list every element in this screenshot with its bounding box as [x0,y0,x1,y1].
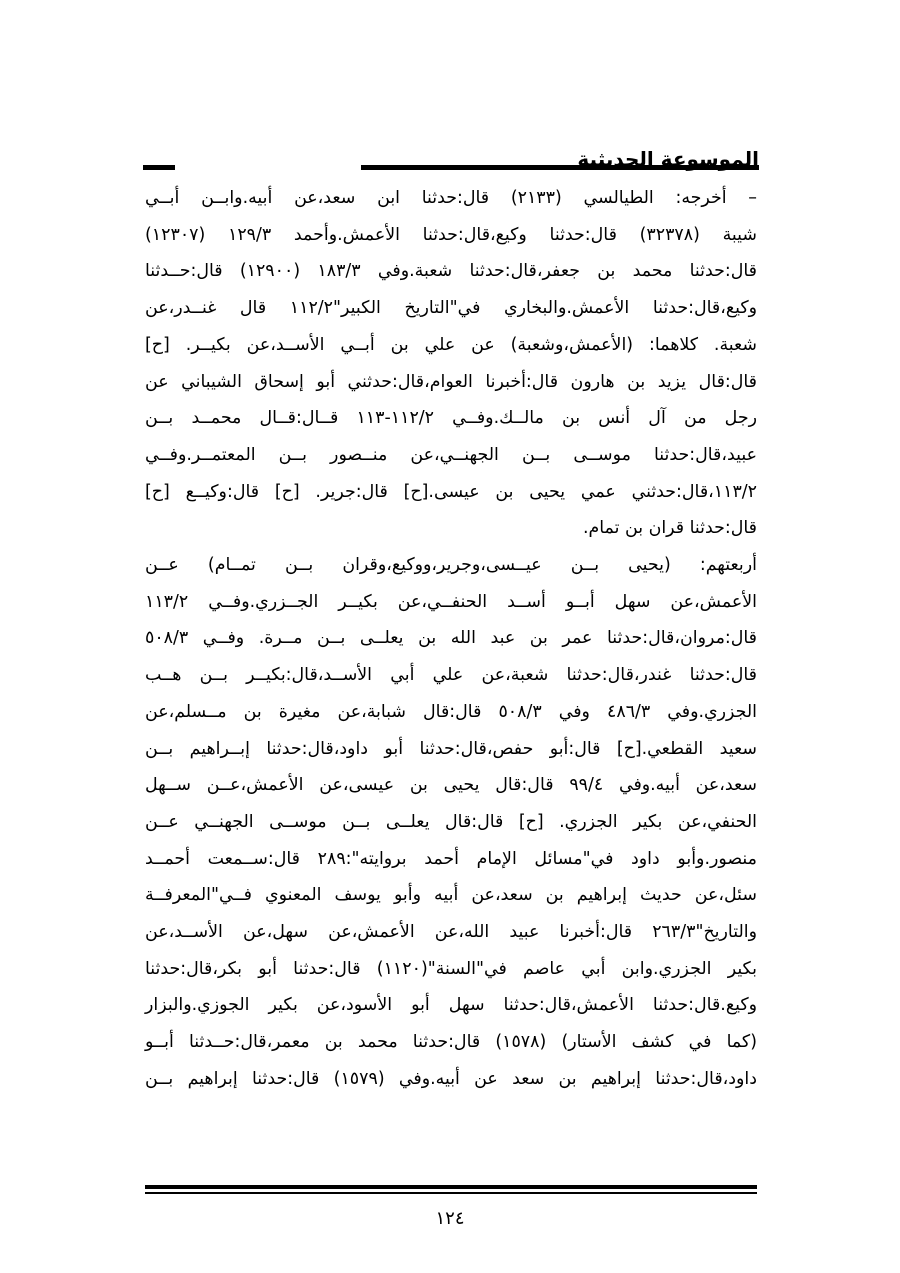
text-line: قال:قال يزيد بن هارون قال:أخبرنا العوام،قال:حدثني أبو إسحاق الشيباني عن [145,371,757,392]
text-line: منصور.وأبو داود في"مسائل الإمام أحمد بروايته":٢٨٩ قال:ســمعت أحمــد [145,848,757,869]
text-line: قال:حدثنا محمد بن جعفر،قال:حدثنا شعبة.وفي ١٨٣/٣ (١٢٩٠٠) قال:حــدثنا [145,261,757,282]
header-title: الموسوعة الحديثية [577,147,759,171]
text-line: سعد،عن أبيه.وفي ٩٩/٤ قال:قال يحيى بن عيسى،عن الأعمش،عــن ســهل [145,775,757,796]
paragraph-1 [145,180,757,547]
footer-rule-thick [145,1185,757,1189]
text-line: قال:حدثنا غندر،قال:حدثنا شعبة،عن علي أبي الأســد،قال:بكيــر بــن هــب [145,665,757,686]
text-line: وكيع،قال:حدثنا الأعمش.والبخاري في"التاريخ الكبير"١١٢/٢ قال غنــدر،عن [145,298,757,319]
text-line: ١١٣/٢،قال:حدثني عمي يحيى بن عيسى.[ح] قال:جرير. [ح] قال:وكيــع [ح] [145,481,757,502]
text-line: قال:حدثنا قران بن تمام. [582,518,757,539]
body-text [145,180,757,1098]
text-line: بكير الجزري.وابن أبي عاصم في"السنة"(١١٢٠) قال:حدثنا أبو بكر،قال:حدثنا [145,958,758,979]
paragraph-2 [145,547,757,1098]
text-line: عبيد،قال:حدثنا موســى بــن الجهنــي،عن منــصور بــن المعتمــر.وفــي [145,444,757,465]
text-line: شيبة (٣٢٣٧٨) قال:حدثنا وكيع،قال:حدثنا الأعمش.وأحمد ١٢٩/٣ (١٢٣٠٧) [145,224,757,245]
text-line: شعبة. كلاهما: (الأعمش،وشعبة) عن علي بن أبــي الأســد،عن بكيــر. [ح] [145,334,757,355]
text-line: سئل،عن حديث إبراهيم بن سعد،عن أبيه وأبو يوسف المعنوي فــي"المعرفــة [145,885,757,906]
text-line: (كما في كشف الأستار) (١٥٧٨) قال:حدثنا محمد بن معمر،قال:حــدثنا أبــو [145,1032,757,1053]
text-line: أربعتهم: (يحيى بــن عيــسى،وجرير،ووكيع،وقران بــن تمــام) عــن [145,555,757,576]
text-line: الجزري.وفي ٤٨٦/٣ وفي ٥٠٨/٣ قال:قال شبابة،عن مغيرة بن مــسلم،عن [145,701,757,722]
text-line: سعيد القطعي.[ح] قال:أبو حفص،قال:حدثنا أبو داود،قال:حدثنا إبــراهيم بــن [145,738,757,759]
text-line: داود،قال:حدثنا إبراهيم بن سعد عن أبيه.وفي (١٥٧٩) قال:حدثنا إبراهيم بــن [145,1068,757,1089]
text-line: والتاريخ"٢٦٣/٣ قال:أخبرنا عبيد الله،عن الأعمش،عن سهل،عن الأســد،عن [145,922,757,943]
footer-rule-thin [145,1192,757,1194]
text-line: قال:مروان،قال:حدثنا عمر بن عبد الله بن يعلــى بــن مــرة. وفــي ٥٠٨/٣ [145,628,757,649]
running-header [143,145,759,173]
page-number: ١٢٤ [435,1208,465,1229]
text-line: الأعمش،عن سهل أبــو أســد الحنفــي،عن بكيــر الجــزري.وفــي ١١٣/٢ [145,591,757,612]
text-line: رجل من آل أنس بن مالــك.وفــي ١١٢/٢-١١٣ قــال:قــال محمــد بــن [145,408,757,429]
text-line: الحنفي،عن بكير الجزري. [ح] قال:قال يعلــى بــن موســى الجهنــي عــن [145,811,757,832]
text-line: – أخرجه: الطيالسي (٢١٣٣) قال:حدثنا ابن سعد،عن أبيه.وابــن أبــي [145,188,757,208]
header-rule-tail [143,165,175,170]
text-line: وكيع.قال:حدثنا الأعمش،قال:حدثنا سهل أبو الأسود،عن بكير الجوزي.والبزار [145,995,757,1016]
